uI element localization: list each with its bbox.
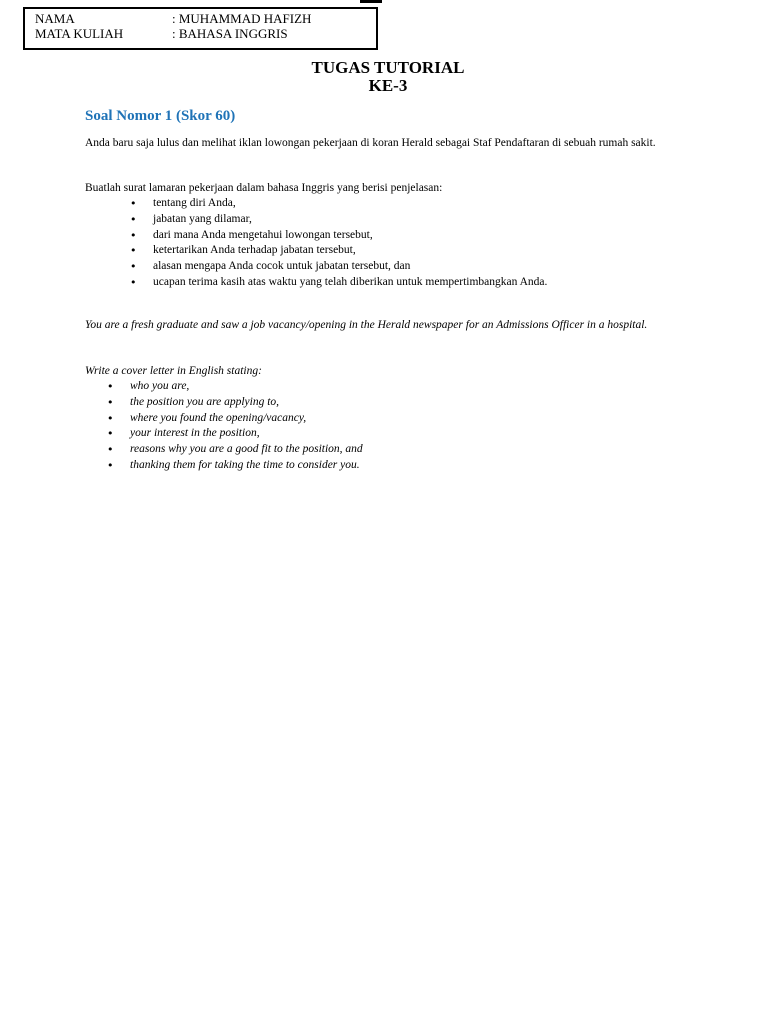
name-value: : MUHAMMAD HAFIZH xyxy=(172,11,312,26)
list-item: • dari mana Anda mengetahui lowongan tersebut, xyxy=(130,228,373,242)
indonesian-instruction: Buatlah surat lamaran pekerjaan dalam bahasa Inggris yang berisi penjelasan: xyxy=(85,182,443,194)
page-top-mark xyxy=(360,0,382,3)
list-item: • thanking them for taking the time to consider you. xyxy=(107,458,360,472)
list-item: • who you are, xyxy=(107,380,190,393)
list-item: • jabatan yang dilamar, xyxy=(130,212,252,226)
bullet-icon: • xyxy=(130,212,137,226)
list-item: • tentang diri Anda, xyxy=(130,197,236,210)
document-title: TUGAS TUTORIAL xyxy=(311,58,465,77)
document-subtitle: KE-3 xyxy=(368,76,408,95)
list-item: • where you found the opening/vacancy, xyxy=(107,411,307,425)
english-scenario: You are a fresh graduate and saw a job vacancy/opening in the Herald newspaper for an Admissions Officer in a hospital. xyxy=(85,319,648,331)
list-item: • alasan mengapa Anda cocok untuk jabatan tersebut, dan xyxy=(130,260,411,274)
student-info-box xyxy=(23,7,378,50)
indonesian-requirements-list xyxy=(130,196,547,291)
list-item: • ucapan terima kasih atas waktu yang telah diberikan untuk mempertimbangkan Anda. xyxy=(130,275,548,289)
course-label: MATA KULIAH xyxy=(35,26,124,41)
list-item: • ketertarikan Anda terhadap jabatan tersebut, xyxy=(130,244,356,258)
bullet-icon: • xyxy=(107,427,114,441)
course-row xyxy=(35,27,288,41)
list-item: • your interest in the position, xyxy=(107,427,260,441)
course-value: : BAHASA INGGRIS xyxy=(172,26,288,41)
bullet-icon: • xyxy=(107,395,114,409)
bullet-icon: • xyxy=(107,411,114,425)
bullet-icon: • xyxy=(130,260,137,274)
bullet-icon: • xyxy=(130,197,137,210)
bullet-icon: • xyxy=(130,244,137,258)
list-item: • reasons why you are a good fit to the position, and xyxy=(107,443,363,457)
english-instruction: Write a cover letter in English stating: xyxy=(85,365,262,377)
bullet-icon: • xyxy=(130,275,137,289)
bullet-icon: • xyxy=(130,228,137,242)
question-heading: Soal Nomor 1 (Skor 60) xyxy=(85,108,236,124)
bullet-icon: • xyxy=(107,458,114,472)
bullet-icon: • xyxy=(107,380,114,393)
name-row xyxy=(35,12,311,26)
english-requirements-list xyxy=(107,379,363,474)
list-item: • the position you are applying to, xyxy=(107,395,280,409)
name-label: NAMA xyxy=(35,11,75,26)
indonesian-scenario: Anda baru saja lulus dan melihat iklan lowongan pekerjaan di koran Herald sebagai Staf Pendaftaran di sebuah rumah sakit. xyxy=(85,137,656,149)
bullet-icon: • xyxy=(107,443,114,457)
